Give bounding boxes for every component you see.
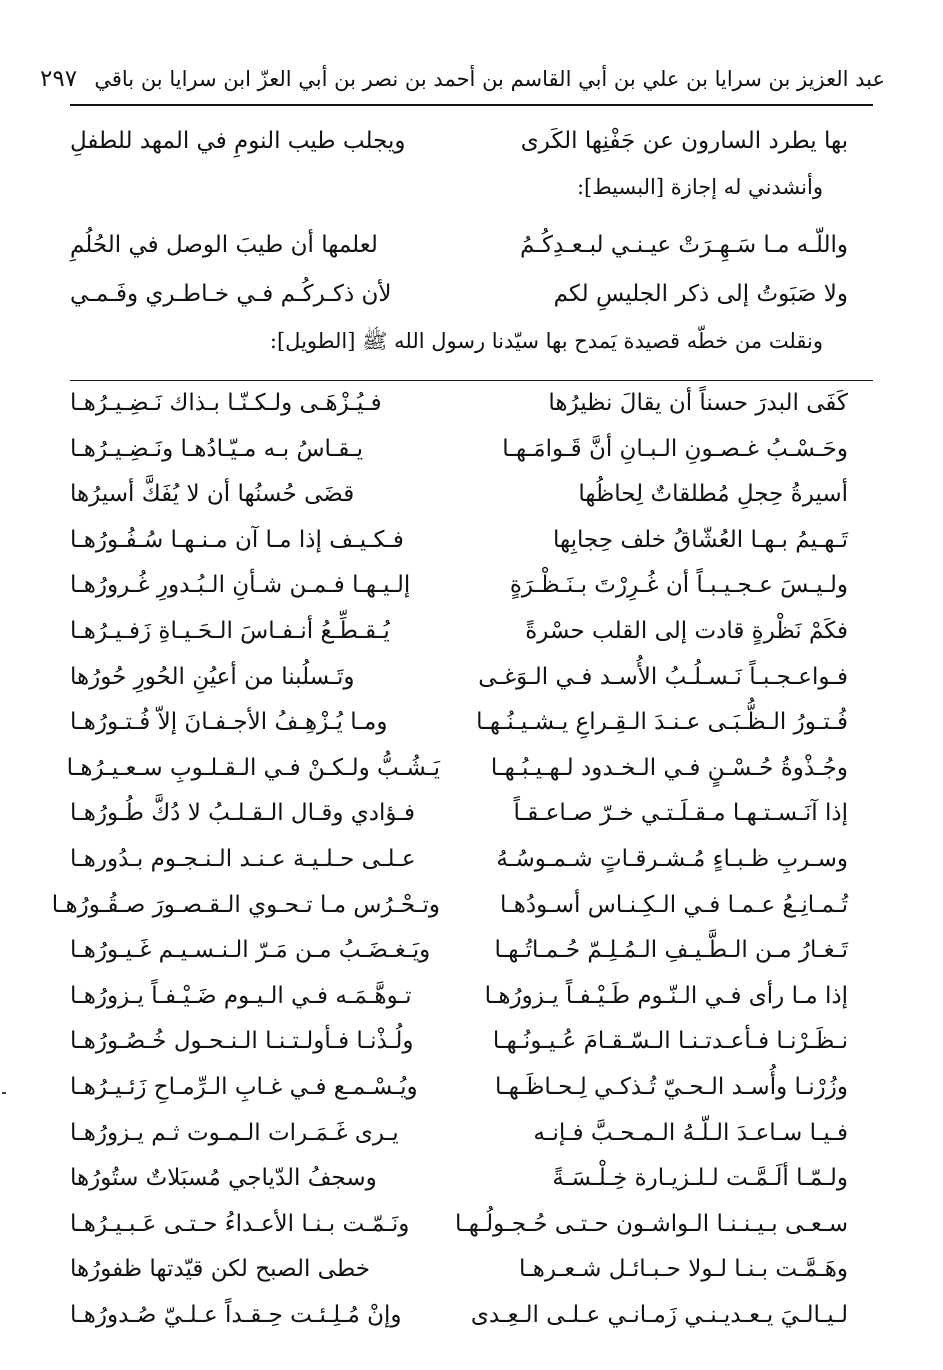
page-header bbox=[40, 56, 885, 102]
verse-first-hemistich: إذا مـا رأى فـي الـنّـوم طَـيْـفـاً يـزورُهـا bbox=[484, 982, 848, 1009]
poem-verse bbox=[66, 754, 848, 781]
verse-first-hemistich: لـيـالـيَ يـعـديـنـي زَمـانـي عـلـى الـعِـدى bbox=[470, 1302, 848, 1328]
poem-verse bbox=[70, 527, 848, 553]
poem-verse bbox=[70, 572, 848, 598]
verse-first-hemistich: فكَمْ نَظْرةٍ قادت إلى القلب حسْرةً bbox=[525, 618, 848, 644]
verse-first-hemistich: إذا آنَـسـتـهـا مـقـلَـتـي خـرّ صـاعـقـاً bbox=[513, 800, 848, 827]
poem-verse bbox=[70, 1074, 848, 1100]
poem-verse bbox=[70, 481, 848, 507]
verse-second-hemistich: عـلـى حـلـيـة عـنـد الـنـجـوم بـدُورهـا bbox=[70, 846, 416, 872]
verse-second-hemistich: فـيُـزْهَـى ولـكـنّـا بـذاك نَـضِـيـرُهـا bbox=[70, 390, 382, 416]
poem-verse bbox=[70, 618, 848, 644]
verse-first-hemistich: وجُـذْوةُ حُـسْـنٍ فـي الـخـدود لـهـيـبُـهـا bbox=[490, 754, 848, 781]
margin-mark bbox=[2, 1092, 6, 1094]
verse-first-hemistich: ولا صَبَوتُ إلى ذكر الجليسِ لكم bbox=[553, 281, 848, 307]
intro-tawil: ونقلت من خطّه قصيدة يَمدح بها سيّدنا رسول الله ﷺ [الطويل]: bbox=[269, 329, 823, 353]
verse-first-hemistich: كَفَى البدرَ حسناً أن يقالَ نظيرُها bbox=[548, 390, 848, 416]
poem-verse bbox=[70, 436, 848, 462]
verse-second-hemistich: قضَى حُسنُها أن لا يُفَكَّ أسيرُها bbox=[70, 481, 355, 508]
verse-second-hemistich: وتـحْـرُس مـا تـحـوي الـقـصـورَ صـقُـورُهـا bbox=[51, 891, 440, 918]
poem-verse bbox=[70, 1211, 848, 1237]
verse-first-hemistich: تَـهـيمُ بـهـا العُشّاقُ خلف حِجابِها bbox=[552, 526, 848, 553]
poem-verse bbox=[70, 664, 848, 690]
verse-first-hemistich: سـعـى بـيـنـنـا الـواشـون حـتـى حُـجـولُـهـا bbox=[455, 1210, 848, 1237]
poem-verse bbox=[51, 891, 848, 918]
verse-second-hemistich: لأن ذكـركُـم فـي خـاطـري وفَـمـي bbox=[70, 281, 392, 307]
basit-verse bbox=[70, 281, 848, 307]
verse-first-hemistich: واللّـه مـا سَـهِـرَتْ عيـنـي لبـعـدِكُـمُ bbox=[519, 232, 848, 258]
verse-first-hemistich: فـواعـجـبـاً نَـسـلُـبُ الأُسـد فـي الـوَغـى bbox=[478, 663, 848, 690]
poem-verse bbox=[70, 390, 848, 416]
verse-first-hemistich: تُـمـانِـعُ عـمـا فـي الـكِـنـاس أسـودُهـا bbox=[500, 891, 848, 918]
poem-verse bbox=[70, 1165, 848, 1191]
intro-basit: وأنشدني له إجازة [البسيط]: bbox=[576, 175, 823, 199]
poem-verse bbox=[70, 1256, 848, 1282]
verse-first-hemistich: أسيرةُ حِجلِ مُطلقاتٌ لِحاظُها bbox=[578, 481, 848, 508]
verse-second-hemistich: يَـشُـبُّ ولـكـنْ فـي الـقـلـوبِ سـعـيـرُهـا bbox=[66, 754, 440, 781]
verse-second-hemistich: فـكـيـف إذا مـا آن مـنـهـا سُـفُـورُهـا bbox=[70, 526, 404, 553]
verse-first-hemistich: وسـربِ ظـبـاءٍ مُـشـرقـاتٍ شـمـوسُـهُ bbox=[496, 846, 848, 872]
poem-verse bbox=[70, 1028, 848, 1054]
verse-second-hemistich: ونَـمّـت بـنـا الأعـداءُ حـتـى عَـبـيـرُهـا bbox=[70, 1210, 410, 1237]
verse-second-hemistich: ولُـذْنـا فـأولـتـنـا الـنـحـول خُـصُـورُهـا bbox=[70, 1028, 414, 1055]
running-head: عبد العزيز بن سرايا بن علي بن أبي القاسم بن أحمد بن نصر بن أبي العزّ ابن سرايا بن باقي bbox=[94, 67, 885, 91]
verse-first-hemistich: فُـتـورُ الـظُّـبَـى عـنـدَ الـقِـراعِ يـشـيـنُـهـا bbox=[476, 709, 848, 736]
poem-verse bbox=[70, 937, 848, 963]
verse-first-hemistich: تَـغـارُ مـن الـطَّـيـفِ الـمُـلِـمّ حُـمـاتُـهـا bbox=[494, 937, 848, 964]
verse-first-hemistich: وزُرْنـا وأُسـد الـحـيّ تُـذكـي لِـحـاظَـهـا bbox=[495, 1074, 848, 1100]
verse-second-hemistich: يُـقـطِّـعُ أنـفـاسَ الـحَـيـاةِ زَفـيـرُهـا bbox=[70, 618, 390, 644]
verse-second-hemistich: وتَـسلُبنا من أعيُنِ الحُورِ حُورُها bbox=[70, 663, 355, 690]
verse-first-hemistich: وحَـسْـبُ غـصـونِ الـبـانِ أنَّ قَـوامَـهـا bbox=[502, 435, 848, 462]
header-rule bbox=[70, 104, 873, 106]
verse-second-hemistich: لعلمها أن طيبَ الوصل في الحُلُمِ bbox=[70, 232, 378, 258]
poem-verse bbox=[70, 983, 848, 1009]
verse-first-hemistich: ولـيـسَ عـجـيـبـاً أن غُـرِرْتَ بـنَـظْـرَةٍ bbox=[509, 572, 848, 599]
verse-second-hemistich: فـؤادي وقـال الـقـلـبُ لا دُكَّ طُـورُهـا bbox=[70, 800, 416, 827]
verse-second-hemistich: ويَـغـضَـبُ مـن مَـرّ الـنـسـيـم غَـيـورُهـا bbox=[70, 937, 431, 964]
basit-verse bbox=[70, 232, 848, 258]
verse-second-hemistich: إلـيـهـا فـمـن شـأنِ الـبُـدورِ غُـرورُهـا bbox=[70, 572, 411, 599]
verse-first-hemistich: نـظَـرْنـا فـأعـدتـنـا الـسّـقـامَ عُـيـونُـهـا bbox=[492, 1028, 848, 1055]
verse-first-hemistich: ولـمّـا ألَـمَّـت لـلـزيـارة خِـلْـسَـةً bbox=[552, 1165, 848, 1192]
verse-first-hemistich: وهَـمَّـت بـنـا لـولا حـبـائـل شـعـرهـا bbox=[518, 1256, 848, 1283]
poem-verse bbox=[70, 1302, 848, 1328]
verse-second-hemistich: ويجلب طيب النومِ في المهد للطفلِ bbox=[70, 128, 406, 154]
verse-first-hemistich: فـيـا سـاعـدَ الـلّـهُ الـمـحـبَّ فـإنـه bbox=[533, 1119, 848, 1146]
opening-verse bbox=[70, 128, 848, 154]
verse-second-hemistich: تـوهَّـمَـه فـي الـيـوم ضَـيْـفـاً يـزورُهـا bbox=[70, 982, 412, 1009]
poem-verse bbox=[70, 800, 848, 826]
verse-second-hemistich: وإنْ مُـلِـئـت حِـقـداً عـلـيّ صُـدورُهـا bbox=[70, 1302, 402, 1328]
verse-first-hemistich: بها يطرد السارون عن جَفْنِها الكَرى bbox=[520, 128, 848, 154]
poem-verse bbox=[70, 709, 848, 735]
verse-second-hemistich: يـرى غَـمَـرات الـمـوت ثـم يـزورُهـا bbox=[70, 1119, 399, 1146]
verse-second-hemistich: ومـا يُـزْهِـفُ الأجـفـانَ إلاّ فُـتـورُهـا bbox=[70, 709, 388, 736]
poem-rule bbox=[70, 380, 873, 381]
poem-verse bbox=[70, 846, 848, 872]
poem-verse bbox=[70, 1120, 848, 1146]
verse-second-hemistich: خطى الصبح لكن قيّدتها ظفورُها bbox=[70, 1256, 370, 1283]
verse-second-hemistich: ويُـسْـمـع فـي غـابِ الـرِّمـاحِ زَئـيـرُهـا bbox=[70, 1074, 418, 1100]
verse-second-hemistich: يـقـاسُ بـه مـيّـادُهـا ونَـضِـيـرُهـا bbox=[70, 435, 364, 462]
verse-second-hemistich: وسجفُ الدّياجي مُسبَلاتٌ ستُورُها bbox=[70, 1165, 377, 1192]
page-number: ٢٩٧ bbox=[40, 66, 78, 92]
